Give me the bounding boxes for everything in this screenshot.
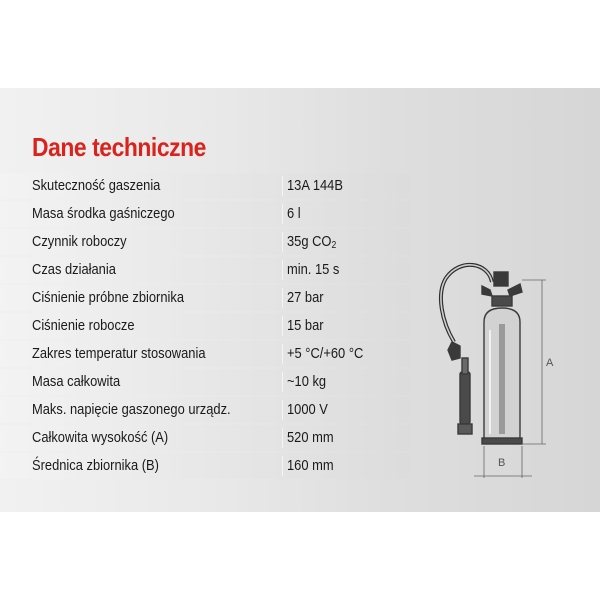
spec-row bbox=[0, 369, 410, 395]
spec-row bbox=[0, 173, 410, 199]
spec-label: Masa środka gaśniczego bbox=[32, 205, 175, 222]
spec-row bbox=[0, 201, 410, 227]
spec-value: 520 mm bbox=[287, 429, 334, 446]
spec-label: Czynnik roboczy bbox=[32, 233, 127, 250]
spec-value: 6 l bbox=[287, 205, 301, 222]
spec-label: Skuteczność gaszenia bbox=[32, 177, 161, 194]
spec-row bbox=[0, 341, 410, 367]
spec-value: 160 mm bbox=[287, 457, 334, 474]
spec-value: 1000 V bbox=[287, 401, 328, 418]
height-dimension-label: A bbox=[546, 357, 554, 369]
spec-row bbox=[0, 425, 410, 451]
spec-value: min. 15 s bbox=[287, 261, 340, 278]
spec-row bbox=[0, 313, 410, 339]
spec-label: Ciśnienie robocze bbox=[32, 317, 135, 334]
spec-value-with-subscript bbox=[287, 229, 336, 259]
spec-row bbox=[0, 397, 410, 423]
spec-table bbox=[0, 173, 410, 481]
spec-row bbox=[0, 257, 410, 283]
spec-label: Maks. napięcie gaszonego urządz. bbox=[32, 401, 231, 418]
spec-label: Zakres temperatur stosowania bbox=[32, 345, 206, 362]
spec-value: 13A 144B bbox=[287, 177, 343, 194]
extinguisher-drawing bbox=[430, 250, 570, 490]
spec-value: +5 °C/+60 °C bbox=[287, 345, 364, 362]
spec-label: Średnica zbiornika (B) bbox=[32, 457, 159, 474]
spec-label: Masa całkowita bbox=[32, 373, 121, 390]
spec-value-subscript: 2 bbox=[331, 240, 337, 251]
spec-value: 27 bar bbox=[287, 289, 324, 306]
spec-label: Całkowita wysokość (A) bbox=[32, 429, 169, 446]
fire-extinguisher-icon bbox=[441, 265, 522, 444]
spec-row bbox=[0, 453, 410, 479]
spec-value: ~10 kg bbox=[287, 373, 327, 390]
spec-row bbox=[0, 285, 410, 311]
section-title: Dane techniczne bbox=[32, 132, 206, 162]
spec-row bbox=[0, 229, 410, 255]
spec-label: Czas działania bbox=[32, 261, 116, 278]
height-dimension bbox=[522, 280, 546, 444]
spec-value: 15 bar bbox=[287, 317, 324, 334]
spec-label: Ciśnienie próbne zbiornika bbox=[32, 289, 185, 306]
spec-value: 35g CO bbox=[287, 233, 332, 250]
width-dimension-label: B bbox=[498, 457, 506, 469]
